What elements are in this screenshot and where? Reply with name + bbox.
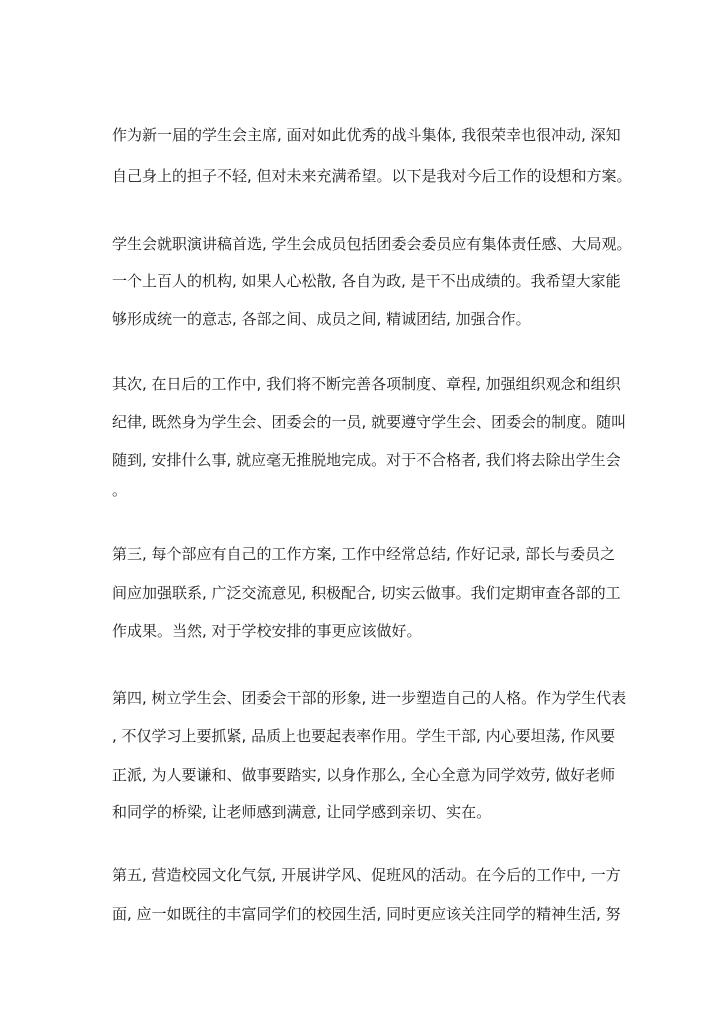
paragraph-6-line-2: 面, 应一如既往的丰富同学们的校园生活, 同时更应该关注同学的精神生活, 努 bbox=[112, 905, 621, 923]
paragraph-2-line-1: 学生会就职演讲稿首选, 学生会成员包括团委会委员应有集体责任感、大局观。 bbox=[112, 235, 632, 253]
paragraph-5-line-2: , 不仅学习上要抓紧, 品质上也要起表率作用。学生干部, 内心要坦荡, 作风要 bbox=[112, 727, 616, 745]
paragraph-5-line-4: 和同学的桥梁, 让老师感到满意, 让同学感到亲切、实在。 bbox=[112, 803, 492, 821]
paragraph-3-line-1: 其次, 在日后的工作中, 我们将不断完善各项制度、章程, 加强组织观念和组织 bbox=[112, 375, 621, 393]
paragraph-1-line-1: 作为新一届的学生会主席, 面对如此优秀的战斗集体, 我很荣幸也很冲动, 深知 bbox=[112, 126, 621, 144]
paragraph-2-line-2: 一个上百人的机构, 如果人心松散, 各自为政, 是干不出成绩的。我希望大家能 bbox=[112, 272, 621, 290]
paragraph-2-line-3: 够形成统一的意志, 各部之间、成员之间, 精诚团结, 加强合作。 bbox=[112, 310, 531, 328]
paragraph-4-line-2: 间应加强联系, 广泛交流意见, 积极配合, 切实云做事。我们定期审查各部的工 bbox=[112, 584, 621, 602]
paragraph-4-line-1: 第三, 每个部应有自己的工作方案, 工作中经常总结, 作好记录, 部长与委员之 bbox=[112, 545, 616, 563]
paragraph-3-line-2: 纪律, 既然身为学生会、团委会的一员, 就要遵守学生会、团委会的制度。随叫 bbox=[112, 413, 627, 431]
paragraph-5-line-1: 第四, 树立学生会、团委会干部的形象, 进一步塑造自己的人格。作为学生代表 bbox=[112, 689, 627, 707]
paragraph-5-line-3: 正派, 为人要谦和、做事要踏实, 以身作那么, 全心全意为同学效劳, 做好老师 bbox=[112, 766, 616, 784]
paragraph-6-line-1: 第五, 营造校园文化气氛, 开展讲学风、促班风的活动。在今后的工作中, 一方 bbox=[112, 866, 621, 884]
paragraph-3-line-3: 随到, 安排什么事, 就应毫无推脱地完成。对于不合格者, 我们将去除出学生会 bbox=[112, 451, 621, 469]
paragraph-4-line-3: 作成果。当然, 对于学校安排的事更应该做好。 bbox=[112, 622, 422, 640]
paragraph-1-line-2: 自己身上的担子不轻, 但对未来充满希望。以下是我对今后工作的设想和方案。 bbox=[112, 167, 632, 185]
paragraph-3-line-4: 。 bbox=[112, 481, 128, 499]
